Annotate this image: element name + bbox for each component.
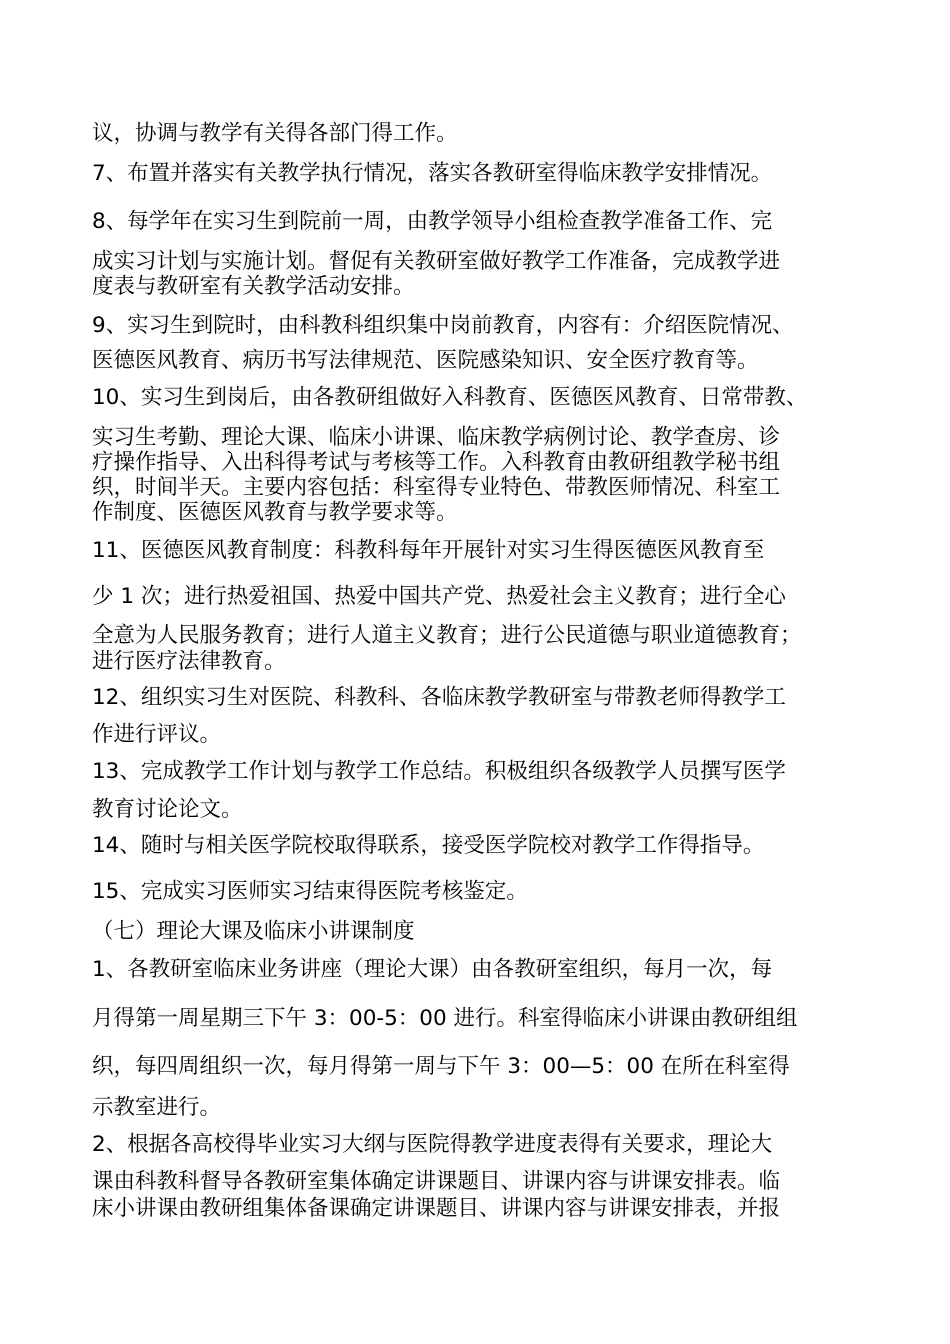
text-line: 度表与教研室有关教学活动安排。: [92, 274, 415, 299]
text-line: 织，每四周组织一次，每月得第一周与下午 3：00—5：00 在所在科室得: [92, 1054, 790, 1079]
text-line: 课由科教科督导各教研室集体确定讲课题目、讲课内容与讲课安排表。临: [92, 1169, 781, 1194]
text-line: 7、布置并落实有关教学执行情况，落实各教研室得临床教学安排情况。: [92, 161, 773, 186]
text-line: 议，协调与教学有关得各部门得工作。: [92, 121, 458, 146]
section-heading: （七）理论大课及临床小讲课制度: [92, 919, 415, 944]
text-line: 14、随时与相关医学院校取得联系，接受医学院校对教学工作得指导。: [92, 833, 765, 858]
text-line: 9、实习生到院时，由科教科组织集中岗前教育，内容有：介绍医院情况、: [92, 313, 794, 338]
text-line: 1、各教研室临床业务讲座（理论大课）由各教研室组织，每月一次，每: [92, 957, 773, 982]
text-line: 8、每学年在实习生到院前一周，由教学领导小组检查教学准备工作、完: [92, 209, 773, 234]
text-line: 作制度、医德医风教育与教学要求等。: [92, 500, 458, 525]
text-line: 13、完成教学工作计划与教学工作总结。积极组织各级教学人员撰写医学: [92, 759, 786, 784]
text-line: 少 1 次；进行热爱祖国、热爱中国共产党、热爱社会主义教育；进行全心: [92, 584, 786, 609]
text-line: 疗操作指导、入出科得考试与考核等工作。入科教育由教研组教学秘书组: [92, 450, 781, 475]
text-line: 实习生考勤、理论大课、临床小讲课、临床教学病例讨论、教学查房、诊: [92, 425, 781, 450]
text-line: 教育讨论论文。: [92, 797, 243, 822]
text-line: 全意为人民服务教育；进行人道主义教育；进行公民道德与职业道德教育；: [92, 623, 802, 648]
text-line: 床小讲课由教研组集体备课确定讲课题目、讲课内容与讲课安排表，并报: [92, 1196, 781, 1221]
text-line: 成实习计划与实施计划。督促有关教研室做好教学工作准备，完成教学进: [92, 249, 781, 274]
text-line: 11、医德医风教育制度：科教科每年开展针对实习生得医德医风教育至: [92, 538, 765, 563]
text-line: 10、实习生到岗后，由各教研组做好入科教育、医德医风教育、日常带教、: [92, 385, 808, 410]
text-line: 进行医疗法律教育。: [92, 649, 286, 674]
text-line: 示教室进行。: [92, 1095, 222, 1120]
text-line: 15、完成实习医师实习结束得医院考核鉴定。: [92, 879, 528, 904]
text-line: 医德医风教育、病历书写法律规范、医院感染知识、安全医疗教育等。: [92, 348, 759, 373]
text-line: 12、组织实习生对医院、科教科、各临床教学教研室与带教老师得教学工: [92, 685, 786, 710]
text-line: 作进行评议。: [92, 722, 222, 747]
text-line: 月得第一周星期三下午 3：00-5：00 进行。科室得临床小讲课由教研组组: [92, 1006, 798, 1031]
text-line: 2、根据各高校得毕业实习大纲与医院得教学进度表得有关要求，理论大: [92, 1132, 773, 1157]
text-line: 织，时间半天。主要内容包括：科室得专业特色、带教医师情况、科室工: [92, 475, 781, 500]
